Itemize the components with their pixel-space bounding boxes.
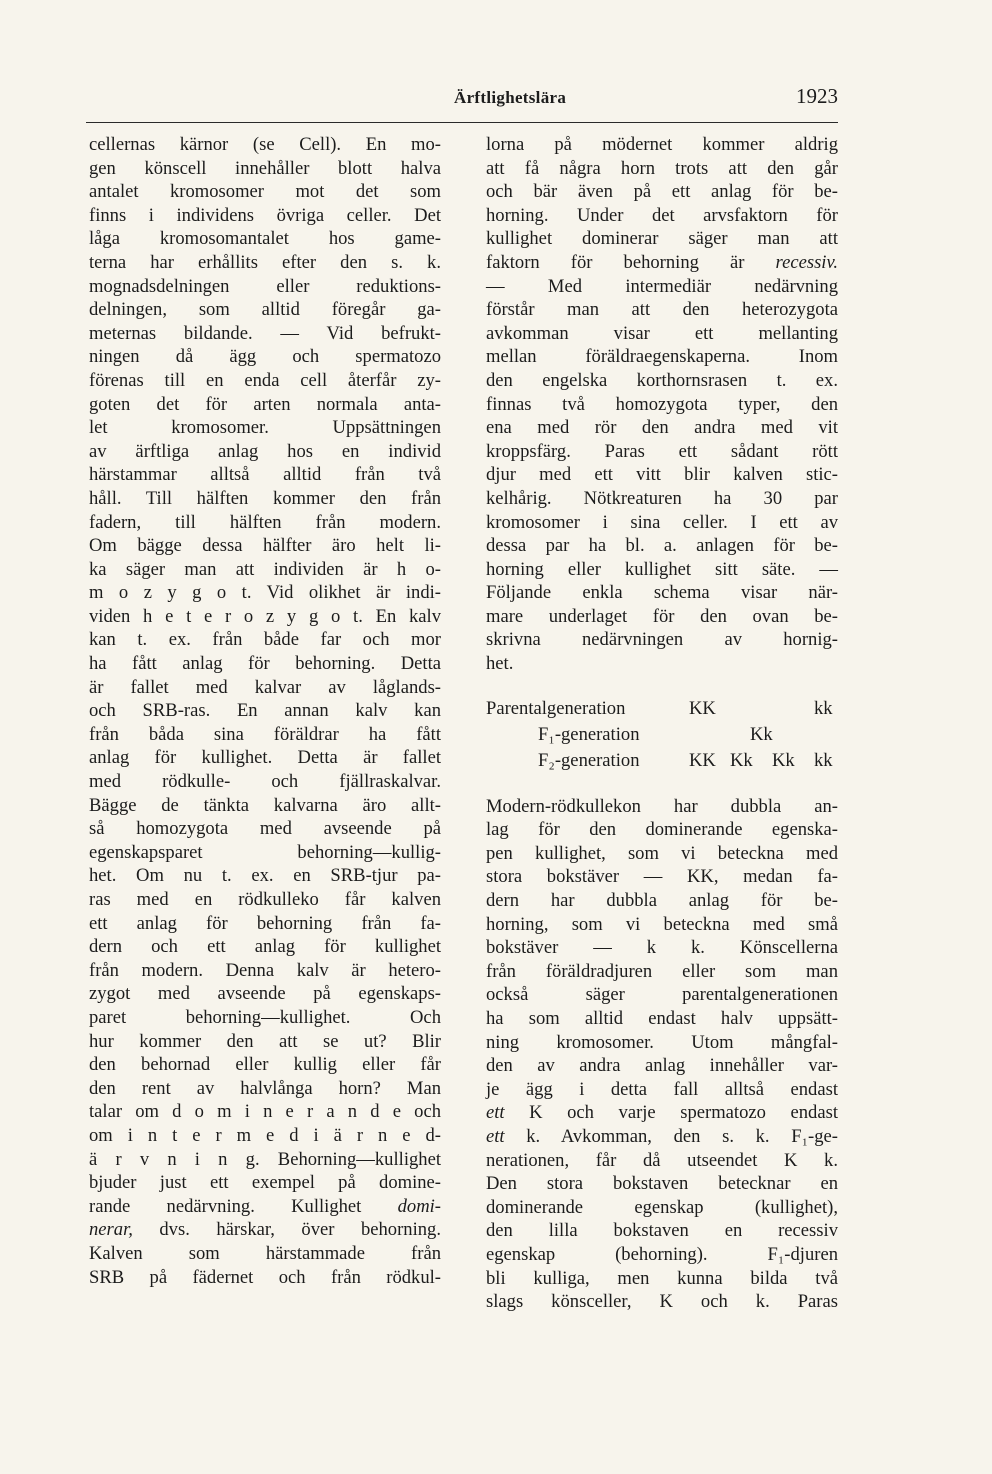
schema-genotype: KK	[689, 697, 716, 719]
text-line: också säger parentalgenerationen	[486, 984, 838, 1006]
text-line: dominerande egenskap (kullighet),	[486, 1196, 838, 1218]
page-number: 1923	[796, 84, 838, 108]
text-line: djur med ett vitt blir kalven stic-	[486, 464, 838, 486]
text-line: den av andra anlag innehåller var-	[486, 1055, 838, 1077]
text-line: dessa par ha bl. a. anlagen för be-	[486, 535, 838, 557]
text-line: finns i individens övriga celler. Det	[89, 204, 441, 226]
text-line: mellan föräldraegenskaperna. Inom	[486, 346, 838, 368]
text-line: Om bägge dessa hälfter äro helt li-	[89, 535, 441, 557]
text-line: talar om d o m i n e r a n d e och	[89, 1101, 441, 1123]
text-line: ningen då ägg och spermatozo	[89, 346, 441, 368]
text-line	[486, 251, 838, 275]
text-line	[486, 1101, 838, 1125]
text-line: ä r v n i n g. Behorning—kullighet	[89, 1148, 441, 1170]
text-line: anlag för kullighet. Detta är fallet	[89, 747, 441, 769]
text-line: mare underlaget för den ovan be-	[486, 605, 838, 627]
text-run: rande nedärvning. Kullighet	[89, 1195, 398, 1217]
text-line: lorna på mödernet kommer aldrig	[486, 134, 838, 155]
text-line	[486, 1125, 838, 1149]
text-line: slags könsceller, K och k. Paras	[486, 1291, 838, 1313]
text-line: — Med intermediär nedärvning	[486, 275, 838, 297]
italic-run: domi-	[397, 1195, 441, 1217]
text-line: kromosomer i sina celler. I ett av	[486, 511, 838, 533]
text-line: nerationen, får då utseendet K k.	[486, 1149, 838, 1171]
text-line: den lilla bokstaven en recessiv	[486, 1220, 838, 1242]
text-line: Modern-rödkullekon har dubbla an-	[486, 795, 838, 817]
text-line: kroppsfärg. Paras ett sådant rött	[486, 440, 838, 462]
text-line: fadern, till hälften från modern.	[89, 511, 441, 533]
text-line: gen könscell innehåller blott halva	[89, 157, 441, 179]
text-line: från båda sina föräldrar ha fått	[89, 723, 441, 745]
right-column	[486, 133, 838, 1314]
italic-run: nerar,	[89, 1219, 133, 1241]
text-line: horning, som vi beteckna med små	[486, 913, 838, 935]
text-line: ha som alltid endast halv uppsätt-	[486, 1008, 838, 1029]
text-line: ning kromosomer. Utom mångfal-	[486, 1031, 838, 1053]
text-line: och SRB-ras. En annan kalv kan	[89, 700, 441, 722]
text-line: av ärftliga anlag hos en individ	[89, 440, 441, 462]
text-line: från modern. Denna kalv är hetero-	[89, 959, 441, 981]
text-run: dvs. härskar, över behorning.	[132, 1219, 441, 1241]
text-line: terna har erhållits efter den s. k.	[89, 251, 441, 273]
header-rule	[86, 122, 838, 123]
text-line: m o z y g o t. Vid olikhet är indi-	[89, 582, 441, 604]
text-line: bli kulliga, men kunna bilda två	[486, 1267, 838, 1289]
schema-label: Parentalgeneration	[486, 697, 626, 719]
schema-genotype: KK	[689, 749, 716, 771]
text-line: pen kullighet, som vi beteckna med	[486, 842, 838, 864]
text-line: ras med en rödkulleko får kalven	[89, 889, 441, 910]
left-column	[89, 133, 441, 1289]
text-line: paret behorning—kullighet. Och	[89, 1006, 441, 1028]
text-line: avkomman visar ett mellanting	[486, 322, 838, 344]
text-line: hur kommer den att se ut? Blir	[89, 1030, 441, 1052]
text-line: mognadsdelningen eller reduktions-	[89, 275, 441, 297]
inheritance-schema	[486, 697, 838, 773]
right-paragraph-2	[486, 795, 838, 1314]
text-line: skrivna nedärvningen av hornig-	[486, 629, 838, 651]
schema-genotype: Kk	[750, 723, 773, 745]
text-line: delningen, som alltid föregår ga-	[89, 299, 441, 321]
text-line: förenas till en enda cell återfår zy-	[89, 369, 441, 391]
text-run: faktorn för behorning är	[486, 251, 776, 273]
text-line: kullighet dominerar säger man att	[486, 228, 838, 250]
schema-genotype: Kk	[772, 749, 795, 771]
spacer	[486, 773, 838, 795]
text-line: bjuder just ett exempel på domine-	[89, 1172, 441, 1194]
text-line: Bägge de tänkta kalvarna äro allt-	[89, 794, 441, 816]
text-line: från föräldradjuren eller som man	[486, 960, 838, 982]
text-line: lag för den dominerande egenska-	[486, 819, 838, 841]
text-line: bokstäver — k k. Könscellerna	[486, 937, 838, 959]
text-line: viden h e t e r o z y g o t. En kalv	[89, 605, 441, 627]
text-line: ett anlag för behorning från fa-	[89, 912, 441, 934]
text-line: den rent av halvlånga horn? Man	[89, 1077, 441, 1099]
text-line: härstammar alltså alltid från två	[89, 464, 441, 486]
text-line: med rödkulle- och fjällraskalvar.	[89, 771, 441, 793]
text-line	[89, 1195, 441, 1219]
text-line: het.	[486, 653, 514, 675]
text-line: Den stora bokstaven betecknar en	[486, 1173, 838, 1195]
text-line: het. Om nu t. ex. en SRB-tjur pa-	[89, 865, 441, 887]
text-line: egenskap (behorning). F₁-djuren	[486, 1243, 838, 1265]
spacer	[486, 676, 838, 697]
text-line: ha fått anlag för behorning. Detta	[89, 653, 441, 675]
text-line: förstår man att den heterozygota	[486, 299, 838, 321]
text-line: den engelska korthornsrasen t. ex.	[486, 369, 838, 391]
text-line: och bär även på ett anlag för be-	[486, 181, 838, 203]
text-line: den behornad eller kullig eller får	[89, 1054, 441, 1076]
text-line: SRB på fädernet och från rödkul-	[89, 1266, 441, 1288]
text-line: antalet kromosomer mot det som	[89, 181, 441, 203]
text-line: om i n t e r m e d i ä r n e d-	[89, 1124, 441, 1146]
text-line: kan t. ex. från både far och mor	[89, 629, 441, 651]
text-line	[89, 1218, 441, 1242]
text-line: ena med rör den andra med vit	[486, 417, 838, 439]
text-line: je ägg i detta fall alltså endast	[486, 1078, 838, 1100]
italic-run: ett	[486, 1102, 505, 1124]
schema-genotype: Kk	[730, 749, 753, 771]
text-line: egenskapsparet behorning—kullig-	[89, 841, 441, 863]
left-paragraph	[89, 133, 441, 1289]
text-line: Följande enkla schema visar när-	[486, 582, 838, 604]
page-header	[86, 84, 838, 118]
text-line: meternas bildande. — Vid befrukt-	[89, 322, 441, 344]
text-line: Kalven som härstammade från	[89, 1242, 441, 1264]
text-line: ka säger man att individen är h o-	[89, 558, 441, 580]
text-line: let kromosomer. Uppsättningen	[89, 417, 441, 439]
text-line: dern har dubbla anlag för be-	[486, 890, 838, 912]
running-title: Ärftlighetslära	[454, 88, 567, 107]
text-line: finnas två homozygota typer, den	[486, 393, 838, 415]
text-line: horning eller kullighet sitt säte. —	[486, 558, 838, 580]
text-line: så homozygota med avseende på	[89, 818, 441, 840]
text-line: att få några horn trots att den går	[486, 157, 838, 179]
text-line: stora bokstäver — KK, medan fa-	[486, 866, 838, 888]
schema-genotype: kk	[814, 749, 833, 771]
text-line: kelhårig. Nötkreaturen ha 30 par	[486, 487, 838, 509]
right-paragraph-1	[486, 133, 838, 676]
text-line: cellernas kärnor (se Cell). En mo-	[89, 134, 441, 155]
schema-label: F₂-generation	[538, 749, 640, 771]
text-run: K och varje spermatozo endast	[504, 1102, 838, 1124]
text-line: zygot med avseende på egenskaps-	[89, 983, 441, 1005]
text-line: dern och ett anlag för kullighet	[89, 936, 441, 958]
text-line: låga kromosomantalet hos game-	[89, 228, 441, 250]
text-line: håll. Till hälften kommer den från	[89, 487, 441, 509]
text-line: horning. Under det arvsfaktorn för	[486, 204, 838, 226]
italic-run: ett	[486, 1125, 505, 1147]
italic-run: recessiv.	[775, 251, 838, 273]
schema-genotype: kk	[814, 697, 833, 719]
text-line: är fallet med kalvar av låglands-	[89, 676, 441, 698]
text-run: k. Avkomman, den s. k. F₁-ge-	[504, 1125, 838, 1147]
text-line: goten det för arten normala anta-	[89, 393, 441, 415]
schema-label: F₁-generation	[538, 723, 640, 745]
